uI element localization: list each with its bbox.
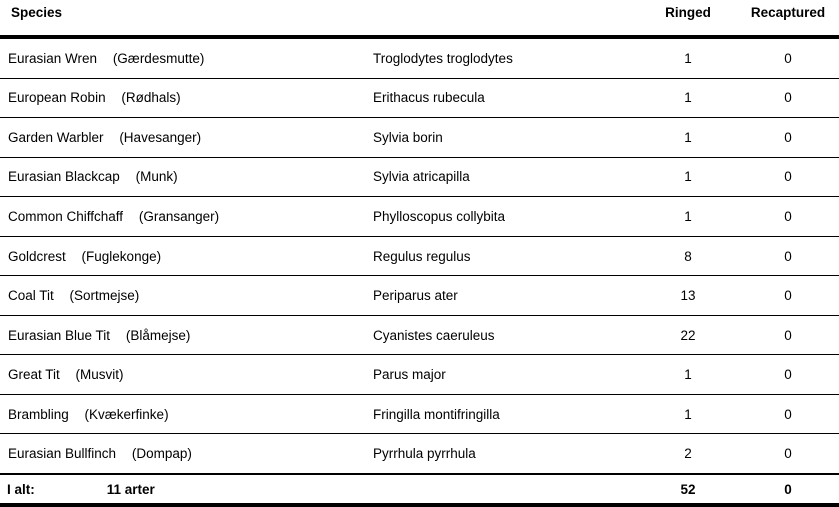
- ringed-count: 1: [684, 129, 692, 145]
- column-header-ringed: Ringed: [665, 5, 711, 20]
- column-header-recaptured: Recaptured: [750, 5, 826, 20]
- table-row: [0, 355, 839, 395]
- recaptured-count: 0: [784, 248, 792, 264]
- species-scientific-name: Phylloscopus collybita: [373, 208, 506, 224]
- species-scientific-name: Sylvia atricapilla: [373, 169, 470, 185]
- species-name-cell: [0, 328, 373, 343]
- ringed-count: 1: [684, 90, 692, 106]
- recaptured-count: 0: [784, 129, 792, 145]
- species-scientific-name: Sylvia borin: [373, 129, 443, 145]
- table-body: [0, 39, 839, 473]
- ringed-count: 2: [684, 446, 692, 462]
- species-danish-name: (Gransanger): [138, 208, 220, 224]
- species-danish-name: (Sortmejse): [69, 288, 140, 304]
- species-danish-name: (Gærdesmutte): [112, 50, 205, 66]
- species-scientific-name: Regulus regulus: [373, 248, 471, 264]
- species-scientific-name: Erithacus rubecula: [373, 90, 485, 106]
- species-name-cell: [0, 249, 373, 264]
- total-species-count: 11 arter: [106, 481, 155, 497]
- species-scientific-name: Parus major: [373, 367, 446, 383]
- ringed-count: 1: [684, 406, 692, 422]
- species-scientific-name: Pyrrhula pyrrhula: [373, 446, 476, 462]
- total-recaptured: 0: [784, 481, 792, 497]
- table-row: [0, 197, 839, 237]
- ringed-count: 1: [684, 169, 692, 185]
- ringed-count: 22: [680, 327, 696, 343]
- species-common-name: European Robin: [8, 90, 106, 106]
- total-row: [0, 473, 839, 507]
- species-name-cell: [0, 51, 373, 66]
- species-common-name: Great Tit: [8, 367, 60, 383]
- table-row: [0, 237, 839, 277]
- species-danish-name: (Munk): [135, 169, 178, 185]
- ringed-count: 1: [684, 50, 692, 66]
- species-name-cell: [0, 288, 373, 303]
- species-common-name: Eurasian Bullfinch: [8, 446, 117, 462]
- recaptured-count: 0: [784, 406, 792, 422]
- ringed-count: 8: [684, 248, 692, 264]
- total-ringed: 52: [680, 481, 696, 497]
- species-name-cell: [0, 130, 373, 145]
- recaptured-count: 0: [784, 50, 792, 66]
- total-label: I alt:: [7, 481, 35, 497]
- species-common-name: Garden Warbler: [8, 129, 104, 145]
- species-danish-name: (Musvit): [75, 367, 124, 383]
- species-name-cell: [0, 90, 373, 105]
- recaptured-count: 0: [784, 208, 792, 224]
- table-row: [0, 316, 839, 356]
- recaptured-count: 0: [784, 446, 792, 462]
- header-row: [0, 0, 839, 39]
- species-name-cell: [0, 446, 373, 461]
- species-scientific-name: Fringilla montifringilla: [373, 406, 500, 422]
- ringed-count: 1: [684, 208, 692, 224]
- table-row: [0, 395, 839, 435]
- table-row: [0, 434, 839, 473]
- species-name-cell: [0, 407, 373, 422]
- recaptured-count: 0: [784, 288, 792, 304]
- table-row: [0, 79, 839, 119]
- total-cell: [0, 482, 373, 497]
- species-common-name: Common Chiffchaff: [8, 208, 124, 224]
- recaptured-count: 0: [784, 90, 792, 106]
- species-scientific-name: Periparus ater: [373, 288, 458, 304]
- species-common-name: Eurasian Blue Tit: [8, 327, 111, 343]
- species-common-name: Eurasian Wren: [8, 50, 98, 66]
- species-common-name: Brambling: [8, 406, 69, 422]
- species-name-cell: [0, 169, 373, 184]
- ringed-count: 1: [684, 367, 692, 383]
- species-scientific-name: Cyanistes caeruleus: [373, 327, 495, 343]
- table-row: [0, 276, 839, 316]
- species-danish-name: (Rødhals): [121, 90, 181, 106]
- ringed-count: 13: [680, 288, 696, 304]
- species-danish-name: (Kvækerfinke): [84, 406, 169, 422]
- species-danish-name: (Havesanger): [119, 129, 202, 145]
- table-row: [0, 118, 839, 158]
- species-danish-name: (Dompap): [131, 446, 192, 462]
- column-header-species: Species: [11, 5, 63, 20]
- table-row: [0, 39, 839, 79]
- species-name-cell: [0, 209, 373, 224]
- species-scientific-name: Troglodytes troglodytes: [373, 50, 513, 66]
- species-danish-name: (Blåmejse): [125, 327, 191, 343]
- species-common-name: Coal Tit: [8, 288, 54, 304]
- recaptured-count: 0: [784, 367, 792, 383]
- table-row: [0, 158, 839, 198]
- species-name-cell: [0, 367, 373, 382]
- recaptured-count: 0: [784, 169, 792, 185]
- species-common-name: Goldcrest: [8, 248, 66, 264]
- species-common-name: Eurasian Blackcap: [8, 169, 120, 185]
- recaptured-count: 0: [784, 327, 792, 343]
- species-danish-name: (Fuglekonge): [81, 248, 162, 264]
